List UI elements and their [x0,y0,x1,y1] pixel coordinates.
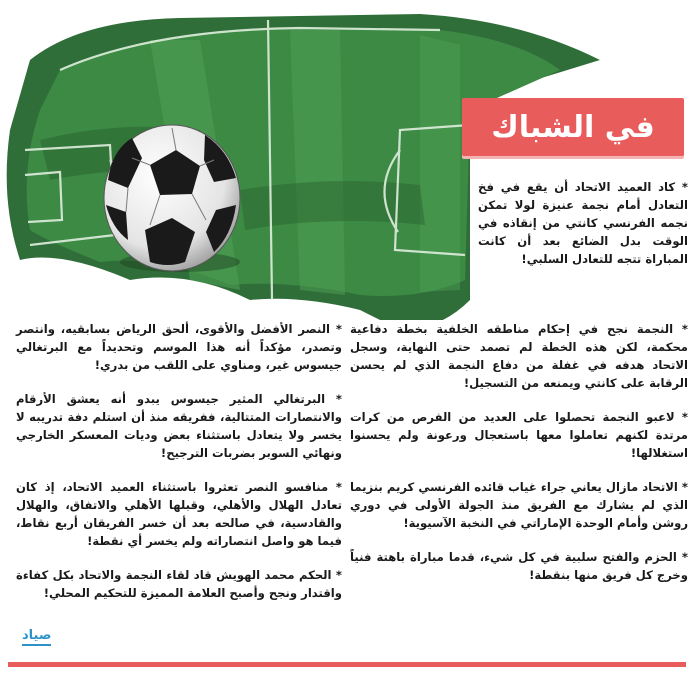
intro-paragraph: * كاد العميد الاتحاد أن يقع في فخ التعادل أمام نجمة عنيزة لولا تمكن نجمه الفرنسي كانتي من إنقاذه في الوقت بدل الضائع بعد أن كانت المباراة تتجه للتعادل السلبي! [478,180,688,266]
right-paragraph: * الحزم والفتح سلبية في كل شيء، قدما مباراة باهتة فنياً وخرج كل فريق منها بنقطة! [350,550,688,582]
right-paragraph: * الاتحاد مازال يعاني جراء غياب قائده الفرنسي كريم بنزيما الذي لم يشارك مع الفريق منذ الجولة الأولى في دوري روشن وأمام الوحدة الإماراتي في النخبة الآسيوية! [350,480,688,530]
intro-paragraph-block [478,178,688,284]
left-paragraph: * الحكم محمد الهويش قاد لقاء النجمة والاتحاد بكل كفاءة واقتدار ونجح وأصبح العلامة المميزة للتحكيم المحلي! [16,568,342,600]
left-paragraph: * البرتغالي المثير جيسوس يبدو أنه يعشق الأرقام والانتصارات المتتالية، ففريقه منذ أن استلم دفة تدريبه لا يخسر ولا يتعادل باستثناء بعض وديات المعسكر الخارجي ونهائي السوبر بضربات الترجيح! [16,392,342,460]
section-title: في الشباك [491,109,655,145]
soccer-ball-icon [104,125,240,272]
left-paragraph: * النصر الأفضل والأقوى، ألحق الرياض بسابقيه، وانتصر وتصدر، مؤكداً أنه هذا الموسم وتحديداً مع البرتغالي جيسوس غير، ومناوي على اللقب من بدري! [16,322,342,372]
author-signature: صياد [22,628,51,646]
right-paragraph: * النجمة نجح في إحكام مناطقه الخلفية بخطة دفاعية محكمة، لكن هذه الخطة لم تصمد حتى النهاية، وسجل الاتحاد هدفه في غفلة من دفاع النجمة الذي لم يحسن الرقابة على كانتي ويمنعه من التسجيل! [350,322,688,390]
bottom-divider [8,662,686,667]
right-column [350,320,688,600]
section-title-banner [462,98,684,156]
left-paragraph: * منافسو النصر تعثروا باستثناء العميد الاتحاد، إذ كان تعادل الهلال والأهلي، وقبلها الأهلي والاتفاق، والهلال والقادسية، في صالحه بعد أن خسر الفريقان أربع نقاط، فيما هو واصل انتصاراته ولم يخسر أي نقطة! [16,480,342,548]
left-column [16,320,342,618]
right-paragraph: * لاعبو النجمة تحصلوا على العديد من الفرص من كرات مرتدة لكنهم تعاملوا معها باستعجال ورعونة ولم يحسنوا استغلالها! [350,410,688,460]
